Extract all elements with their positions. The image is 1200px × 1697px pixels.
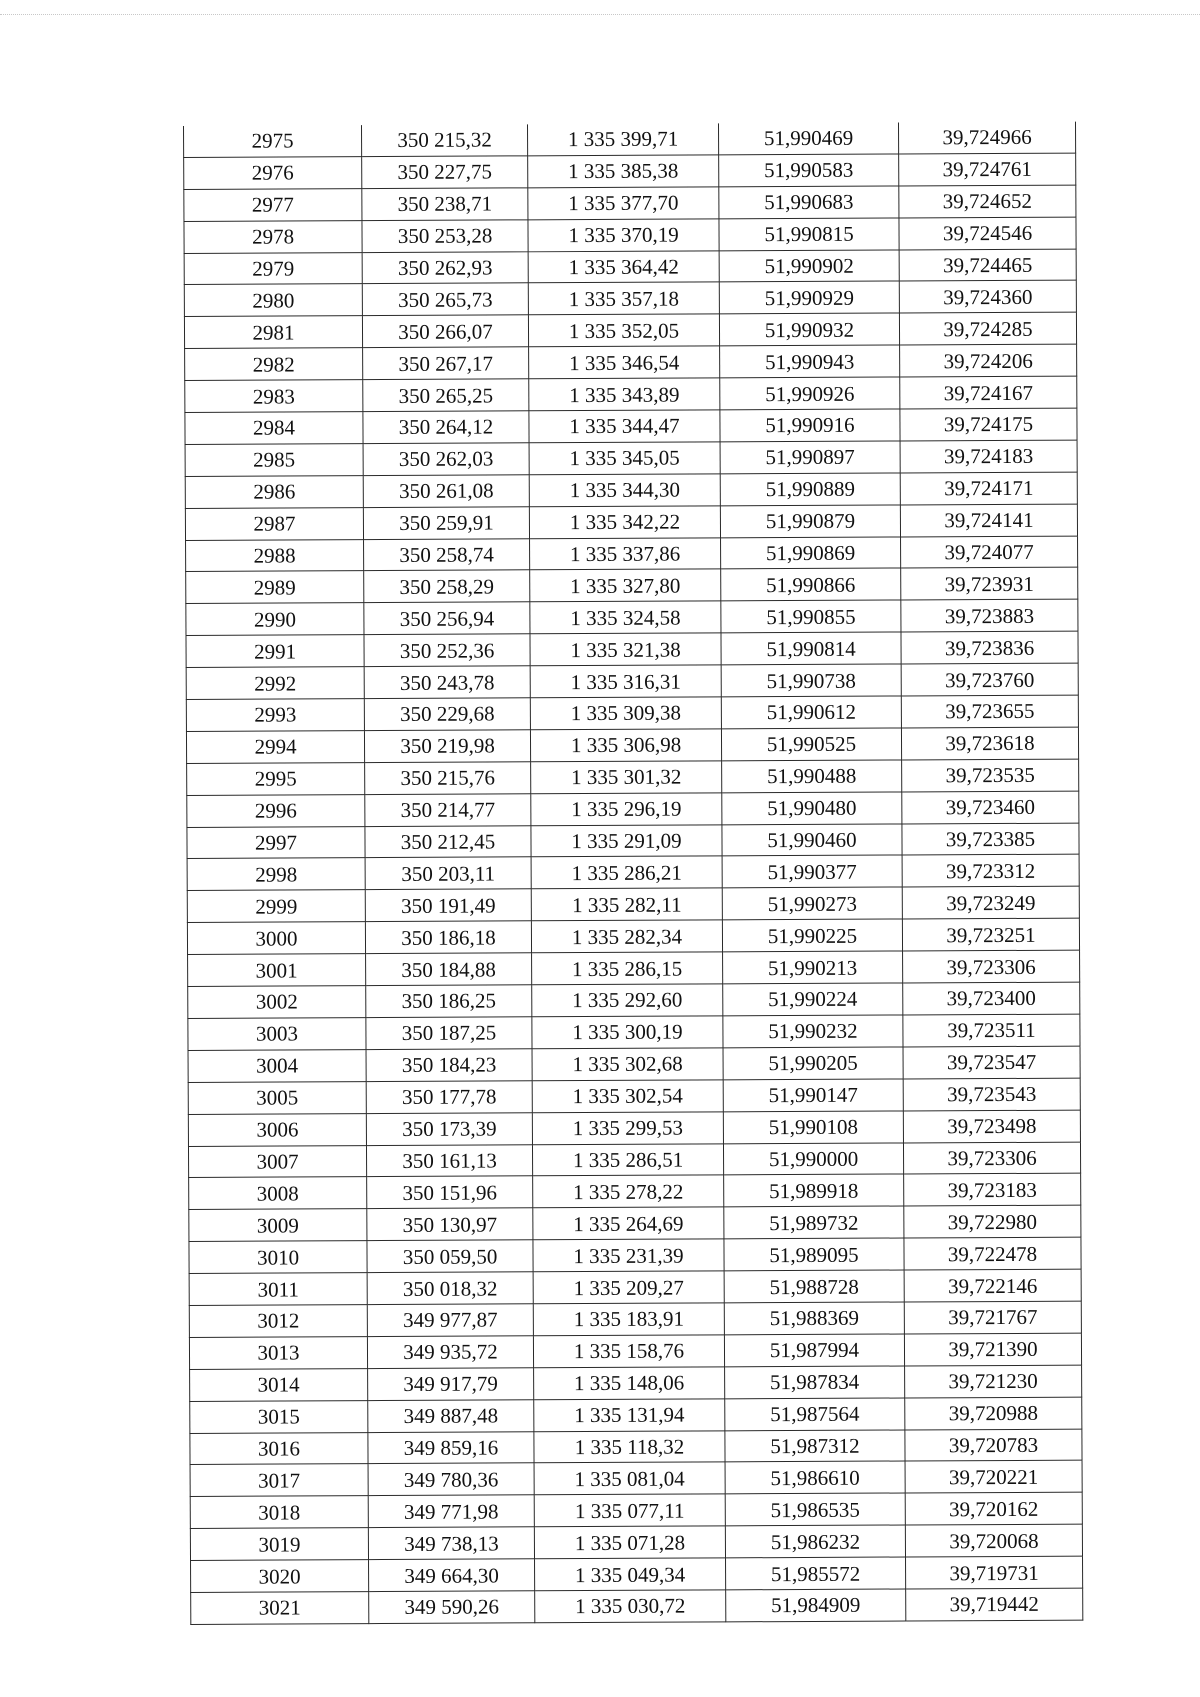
x-coordinate-cell: 350 130,97 xyxy=(367,1208,533,1241)
x-coordinate-cell: 350 161,13 xyxy=(366,1144,532,1177)
point-number-cell: 3002 xyxy=(188,986,366,1019)
x-coordinate-cell: 350 173,39 xyxy=(366,1112,532,1145)
x-coordinate-cell: 350 187,25 xyxy=(366,1017,532,1050)
latitude-cell: 51,990916 xyxy=(720,409,900,442)
longitude-cell: 39,723312 xyxy=(902,855,1079,888)
y-coordinate-cell: 1 335 385,38 xyxy=(528,155,719,188)
y-coordinate-cell: 1 335 327,80 xyxy=(530,569,721,602)
table-row xyxy=(184,122,1076,158)
point-number-cell: 2983 xyxy=(185,380,363,413)
longitude-cell: 39,722980 xyxy=(904,1205,1081,1238)
point-number-cell: 3017 xyxy=(190,1464,368,1497)
latitude-cell: 51,989095 xyxy=(724,1238,904,1271)
point-number-cell: 2975 xyxy=(184,125,362,157)
table-row xyxy=(190,1492,1082,1528)
y-coordinate-cell: 1 335 118,32 xyxy=(534,1430,725,1463)
y-coordinate-cell: 1 335 301,32 xyxy=(531,761,722,794)
table-row xyxy=(191,1556,1083,1592)
x-coordinate-cell: 350 264,12 xyxy=(363,411,529,444)
scan-edge-line xyxy=(0,14,1200,15)
latitude-cell: 51,990943 xyxy=(720,345,900,378)
point-number-cell: 2986 xyxy=(185,475,363,508)
table-row xyxy=(187,855,1079,891)
y-coordinate-cell: 1 335 209,27 xyxy=(533,1271,724,1304)
y-coordinate-cell: 1 335 292,60 xyxy=(532,984,723,1017)
longitude-cell: 39,723183 xyxy=(904,1174,1081,1207)
table-row xyxy=(187,823,1079,859)
latitude-cell: 51,988728 xyxy=(724,1270,904,1303)
longitude-cell: 39,722478 xyxy=(904,1237,1081,1270)
table-row xyxy=(186,631,1078,667)
table-row xyxy=(188,1046,1080,1082)
table-row xyxy=(188,982,1080,1018)
table-row xyxy=(185,376,1077,412)
y-coordinate-cell: 1 335 282,11 xyxy=(531,888,722,921)
latitude-cell: 51,987994 xyxy=(724,1334,904,1367)
table-row xyxy=(190,1524,1082,1560)
longitude-cell: 39,724206 xyxy=(900,344,1077,377)
x-coordinate-cell: 349 859,16 xyxy=(368,1431,534,1464)
table-row xyxy=(187,791,1079,827)
y-coordinate-cell: 1 335 352,05 xyxy=(528,314,719,347)
longitude-cell: 39,724966 xyxy=(898,122,1075,154)
y-coordinate-cell: 1 335 399,71 xyxy=(527,123,718,155)
point-number-cell: 3011 xyxy=(189,1273,367,1306)
longitude-cell: 39,723460 xyxy=(902,791,1079,824)
point-number-cell: 3010 xyxy=(189,1241,367,1274)
x-coordinate-cell: 350 212,45 xyxy=(365,825,531,858)
table-row xyxy=(185,408,1077,444)
y-coordinate-cell: 1 335 343,89 xyxy=(529,378,720,411)
point-number-cell: 2996 xyxy=(187,794,365,827)
table-row xyxy=(186,599,1078,635)
longitude-cell: 39,724183 xyxy=(900,440,1077,473)
latitude-cell: 51,989732 xyxy=(724,1206,904,1239)
x-coordinate-cell: 350 252,36 xyxy=(364,634,530,667)
y-coordinate-cell: 1 335 278,22 xyxy=(533,1175,724,1208)
latitude-cell: 51,990488 xyxy=(722,760,902,793)
point-number-cell: 2991 xyxy=(186,635,364,668)
table-row xyxy=(187,918,1079,954)
x-coordinate-cell: 350 151,96 xyxy=(367,1176,533,1209)
x-coordinate-cell: 350 266,07 xyxy=(362,315,528,348)
y-coordinate-cell: 1 335 342,22 xyxy=(529,506,720,539)
latitude-cell: 51,990000 xyxy=(723,1142,903,1175)
coordinates-table-container xyxy=(183,122,1082,1625)
latitude-cell: 51,990814 xyxy=(721,632,901,665)
x-coordinate-cell: 350 215,76 xyxy=(365,762,531,795)
latitude-cell: 51,987312 xyxy=(725,1430,905,1463)
table-row xyxy=(189,1205,1081,1241)
point-number-cell: 2978 xyxy=(184,220,362,253)
x-coordinate-cell: 350 059,50 xyxy=(367,1240,533,1273)
point-number-cell: 3016 xyxy=(190,1432,368,1465)
table-row xyxy=(186,695,1078,731)
longitude-cell: 39,723306 xyxy=(903,950,1080,983)
y-coordinate-cell: 1 335 231,39 xyxy=(533,1239,724,1272)
y-coordinate-cell: 1 335 296,19 xyxy=(531,793,722,826)
latitude-cell: 51,988369 xyxy=(724,1302,904,1335)
latitude-cell: 51,990869 xyxy=(721,537,901,570)
point-number-cell: 3003 xyxy=(188,1018,366,1051)
x-coordinate-cell: 350 219,98 xyxy=(364,730,530,763)
latitude-cell: 51,984909 xyxy=(726,1589,906,1622)
x-coordinate-cell: 350 018,32 xyxy=(367,1272,533,1305)
x-coordinate-cell: 349 780,36 xyxy=(368,1463,534,1496)
latitude-cell: 51,990815 xyxy=(719,218,899,251)
x-coordinate-cell: 350 186,18 xyxy=(365,921,531,954)
longitude-cell: 39,724175 xyxy=(900,408,1077,441)
table-row xyxy=(185,344,1077,380)
y-coordinate-cell: 1 335 346,54 xyxy=(529,346,720,379)
longitude-cell: 39,724141 xyxy=(900,504,1077,537)
latitude-cell: 51,990897 xyxy=(720,441,900,474)
table-row xyxy=(189,1301,1081,1337)
latitude-cell: 51,990612 xyxy=(721,696,901,729)
point-number-cell: 2981 xyxy=(184,316,362,349)
table-row xyxy=(185,440,1077,476)
x-coordinate-cell: 350 186,25 xyxy=(366,985,532,1018)
point-number-cell: 3006 xyxy=(188,1113,366,1146)
longitude-cell: 39,724465 xyxy=(899,249,1076,282)
y-coordinate-cell: 1 335 291,09 xyxy=(531,824,722,857)
latitude-cell: 51,985572 xyxy=(726,1557,906,1590)
y-coordinate-cell: 1 335 302,54 xyxy=(532,1080,723,1113)
longitude-cell: 39,722146 xyxy=(904,1269,1081,1302)
longitude-cell: 39,723543 xyxy=(903,1078,1080,1111)
table-row xyxy=(184,249,1076,285)
longitude-cell: 39,721230 xyxy=(905,1365,1082,1398)
x-coordinate-cell: 350 253,28 xyxy=(362,219,528,252)
y-coordinate-cell: 1 335 148,06 xyxy=(534,1367,725,1400)
point-number-cell: 3001 xyxy=(188,954,366,987)
latitude-cell: 51,986535 xyxy=(725,1493,905,1526)
point-number-cell: 2982 xyxy=(185,348,363,381)
longitude-cell: 39,719731 xyxy=(906,1556,1083,1589)
x-coordinate-cell: 349 917,79 xyxy=(368,1368,534,1401)
x-coordinate-cell: 349 887,48 xyxy=(368,1399,534,1432)
point-number-cell: 3009 xyxy=(189,1209,367,1242)
latitude-cell: 51,990377 xyxy=(722,855,902,888)
point-number-cell: 2979 xyxy=(184,252,362,285)
x-coordinate-cell: 350 238,71 xyxy=(362,188,528,221)
longitude-cell: 39,724167 xyxy=(900,376,1077,409)
longitude-cell: 39,724285 xyxy=(899,312,1076,345)
coordinates-table-body xyxy=(184,122,1083,1625)
table-row xyxy=(190,1429,1082,1465)
table-row xyxy=(189,1333,1081,1369)
longitude-cell: 39,723249 xyxy=(902,887,1079,920)
longitude-cell: 39,724360 xyxy=(899,281,1076,314)
table-row xyxy=(190,1461,1082,1497)
longitude-cell: 39,723883 xyxy=(901,599,1078,632)
point-number-cell: 2993 xyxy=(186,699,364,732)
table-row xyxy=(187,887,1079,923)
longitude-cell: 39,720162 xyxy=(905,1492,1082,1525)
y-coordinate-cell: 1 335 345,05 xyxy=(529,442,720,475)
table-row xyxy=(190,1365,1082,1401)
latitude-cell: 51,990932 xyxy=(719,313,899,346)
point-number-cell: 3020 xyxy=(191,1560,369,1593)
longitude-cell: 39,723535 xyxy=(902,759,1079,792)
longitude-cell: 39,719442 xyxy=(906,1588,1083,1621)
x-coordinate-cell: 349 935,72 xyxy=(367,1336,533,1369)
latitude-cell: 51,990224 xyxy=(723,983,903,1016)
point-number-cell: 2985 xyxy=(185,444,363,477)
point-number-cell: 3021 xyxy=(191,1592,369,1625)
point-number-cell: 2992 xyxy=(186,667,364,700)
longitude-cell: 39,723547 xyxy=(903,1046,1080,1079)
longitude-cell: 39,723655 xyxy=(901,695,1078,728)
table-row xyxy=(184,312,1076,348)
latitude-cell: 51,986610 xyxy=(725,1461,905,1494)
x-coordinate-cell: 350 177,78 xyxy=(366,1081,532,1114)
latitude-cell: 51,990225 xyxy=(722,919,902,952)
longitude-cell: 39,723511 xyxy=(903,1014,1080,1047)
table-row xyxy=(184,185,1076,221)
x-coordinate-cell: 350 265,73 xyxy=(362,283,528,316)
point-number-cell: 3004 xyxy=(188,1049,366,1082)
point-number-cell: 2997 xyxy=(187,826,365,859)
x-coordinate-cell: 350 214,77 xyxy=(365,794,531,827)
latitude-cell: 51,986232 xyxy=(725,1525,905,1558)
x-coordinate-cell: 349 738,13 xyxy=(368,1527,534,1560)
coordinates-table xyxy=(183,122,1083,1625)
latitude-cell: 51,990929 xyxy=(719,281,899,314)
latitude-cell: 51,990583 xyxy=(719,154,899,187)
table-row xyxy=(186,536,1078,572)
longitude-cell: 39,723385 xyxy=(902,823,1079,856)
latitude-cell: 51,990879 xyxy=(720,505,900,538)
y-coordinate-cell: 1 335 183,91 xyxy=(533,1303,724,1336)
x-coordinate-cell: 350 215,32 xyxy=(361,124,527,156)
longitude-cell: 39,721767 xyxy=(904,1301,1081,1334)
latitude-cell: 51,990147 xyxy=(723,1079,903,1112)
point-number-cell: 3005 xyxy=(188,1081,366,1114)
latitude-cell: 51,990926 xyxy=(720,377,900,410)
latitude-cell: 51,990902 xyxy=(719,250,899,283)
table-row xyxy=(186,663,1078,699)
point-number-cell: 2977 xyxy=(184,188,362,221)
latitude-cell: 51,987834 xyxy=(725,1366,905,1399)
longitude-cell: 39,723836 xyxy=(901,631,1078,664)
table-row xyxy=(184,217,1076,253)
y-coordinate-cell: 1 335 309,38 xyxy=(530,697,721,730)
point-number-cell: 3012 xyxy=(189,1305,367,1338)
latitude-cell: 51,990469 xyxy=(718,123,898,155)
table-row xyxy=(188,1110,1080,1146)
y-coordinate-cell: 1 335 286,15 xyxy=(532,952,723,985)
table-row xyxy=(189,1269,1081,1305)
longitude-cell: 39,723618 xyxy=(901,727,1078,760)
x-coordinate-cell: 350 227,75 xyxy=(362,156,528,189)
longitude-cell: 39,723251 xyxy=(902,918,1079,951)
table-row xyxy=(184,281,1076,317)
point-number-cell: 2995 xyxy=(187,762,365,795)
latitude-cell: 51,990683 xyxy=(719,186,899,219)
y-coordinate-cell: 1 335 282,34 xyxy=(531,920,722,953)
latitude-cell: 51,990525 xyxy=(721,728,901,761)
table-row xyxy=(186,727,1078,763)
longitude-cell: 39,723498 xyxy=(903,1110,1080,1143)
table-row xyxy=(188,1014,1080,1050)
point-number-cell: 2999 xyxy=(187,890,365,923)
x-coordinate-cell: 350 262,03 xyxy=(363,443,529,476)
x-coordinate-cell: 350 265,25 xyxy=(363,379,529,412)
x-coordinate-cell: 350 191,49 xyxy=(365,889,531,922)
longitude-cell: 39,724077 xyxy=(901,536,1078,569)
latitude-cell: 51,990213 xyxy=(723,951,903,984)
x-coordinate-cell: 350 256,94 xyxy=(364,602,530,635)
longitude-cell: 39,724761 xyxy=(899,153,1076,186)
x-coordinate-cell: 350 229,68 xyxy=(364,698,530,731)
y-coordinate-cell: 1 335 344,47 xyxy=(529,410,720,443)
table-row xyxy=(186,568,1078,604)
y-coordinate-cell: 1 335 306,98 xyxy=(530,729,721,762)
y-coordinate-cell: 1 335 286,21 xyxy=(531,856,722,889)
longitude-cell: 39,720783 xyxy=(905,1429,1082,1462)
x-coordinate-cell: 350 184,23 xyxy=(366,1049,532,1082)
latitude-cell: 51,987564 xyxy=(725,1398,905,1431)
table-row xyxy=(191,1588,1083,1624)
latitude-cell: 51,990108 xyxy=(723,1111,903,1144)
y-coordinate-cell: 1 335 158,76 xyxy=(533,1335,724,1368)
point-number-cell: 3000 xyxy=(187,922,365,955)
y-coordinate-cell: 1 335 364,42 xyxy=(528,250,719,283)
y-coordinate-cell: 1 335 324,58 xyxy=(530,601,721,634)
table-row xyxy=(187,759,1079,795)
latitude-cell: 51,990460 xyxy=(722,824,902,857)
y-coordinate-cell: 1 335 316,31 xyxy=(530,665,721,698)
latitude-cell: 51,990738 xyxy=(721,664,901,697)
y-coordinate-cell: 1 335 302,68 xyxy=(532,1048,723,1081)
point-number-cell: 3007 xyxy=(188,1145,366,1178)
y-coordinate-cell: 1 335 264,69 xyxy=(533,1207,724,1240)
longitude-cell: 39,724171 xyxy=(900,472,1077,505)
y-coordinate-cell: 1 335 321,38 xyxy=(530,633,721,666)
point-number-cell: 2994 xyxy=(186,731,364,764)
latitude-cell: 51,990855 xyxy=(721,600,901,633)
y-coordinate-cell: 1 335 370,19 xyxy=(528,219,719,252)
y-coordinate-cell: 1 335 377,70 xyxy=(528,187,719,220)
point-number-cell: 2988 xyxy=(186,539,364,572)
y-coordinate-cell: 1 335 071,28 xyxy=(534,1526,725,1559)
table-row xyxy=(184,153,1076,189)
latitude-cell: 51,990273 xyxy=(722,887,902,920)
point-number-cell: 2987 xyxy=(185,507,363,540)
x-coordinate-cell: 350 258,29 xyxy=(364,570,530,603)
x-coordinate-cell: 350 184,88 xyxy=(366,953,532,986)
x-coordinate-cell: 350 259,91 xyxy=(363,506,529,539)
longitude-cell: 39,724546 xyxy=(899,217,1076,250)
y-coordinate-cell: 1 335 337,86 xyxy=(530,537,721,570)
table-row xyxy=(189,1174,1081,1210)
longitude-cell: 39,723931 xyxy=(901,568,1078,601)
x-coordinate-cell: 350 203,11 xyxy=(365,857,531,890)
x-coordinate-cell: 350 262,93 xyxy=(362,251,528,284)
y-coordinate-cell: 1 335 286,51 xyxy=(532,1143,723,1176)
longitude-cell: 39,723400 xyxy=(903,982,1080,1015)
x-coordinate-cell: 349 977,87 xyxy=(367,1304,533,1337)
longitude-cell: 39,720221 xyxy=(905,1461,1082,1494)
point-number-cell: 3018 xyxy=(190,1496,368,1529)
longitude-cell: 39,720988 xyxy=(905,1397,1082,1430)
y-coordinate-cell: 1 335 077,11 xyxy=(534,1494,725,1527)
longitude-cell: 39,724652 xyxy=(899,185,1076,218)
table-row xyxy=(185,504,1077,540)
point-number-cell: 2984 xyxy=(185,412,363,445)
longitude-cell: 39,723306 xyxy=(903,1142,1080,1175)
y-coordinate-cell: 1 335 299,53 xyxy=(532,1111,723,1144)
latitude-cell: 51,990205 xyxy=(723,1047,903,1080)
y-coordinate-cell: 1 335 049,34 xyxy=(535,1558,726,1591)
x-coordinate-cell: 350 261,08 xyxy=(363,475,529,508)
point-number-cell: 2976 xyxy=(184,157,362,190)
latitude-cell: 51,989918 xyxy=(724,1174,904,1207)
latitude-cell: 51,990480 xyxy=(722,792,902,825)
point-number-cell: 3019 xyxy=(190,1528,368,1561)
point-number-cell: 2998 xyxy=(187,858,365,891)
y-coordinate-cell: 1 335 131,94 xyxy=(534,1398,725,1431)
table-row xyxy=(189,1237,1081,1273)
y-coordinate-cell: 1 335 357,18 xyxy=(528,282,719,315)
point-number-cell: 3008 xyxy=(189,1177,367,1210)
y-coordinate-cell: 1 335 030,72 xyxy=(535,1590,726,1623)
longitude-cell: 39,720068 xyxy=(905,1524,1082,1557)
point-number-cell: 2989 xyxy=(186,571,364,604)
point-number-cell: 2980 xyxy=(184,284,362,317)
latitude-cell: 51,990232 xyxy=(723,1015,903,1048)
point-number-cell: 2990 xyxy=(186,603,364,636)
y-coordinate-cell: 1 335 344,30 xyxy=(529,474,720,507)
table-row xyxy=(188,1078,1080,1114)
x-coordinate-cell: 349 664,30 xyxy=(369,1559,535,1592)
table-row xyxy=(190,1397,1082,1433)
x-coordinate-cell: 350 243,78 xyxy=(364,666,530,699)
point-number-cell: 3014 xyxy=(190,1368,368,1401)
x-coordinate-cell: 349 590,26 xyxy=(369,1591,535,1624)
y-coordinate-cell: 1 335 081,04 xyxy=(534,1462,725,1495)
latitude-cell: 51,990866 xyxy=(721,568,901,601)
latitude-cell: 51,990889 xyxy=(720,473,900,506)
table-row xyxy=(188,1142,1080,1178)
table-row xyxy=(185,472,1077,508)
longitude-cell: 39,723760 xyxy=(901,663,1078,696)
table-row xyxy=(188,950,1080,986)
y-coordinate-cell: 1 335 300,19 xyxy=(532,1016,723,1049)
point-number-cell: 3015 xyxy=(190,1400,368,1433)
x-coordinate-cell: 349 771,98 xyxy=(368,1495,534,1528)
longitude-cell: 39,721390 xyxy=(904,1333,1081,1366)
x-coordinate-cell: 350 258,74 xyxy=(364,538,530,571)
point-number-cell: 3013 xyxy=(189,1336,367,1369)
x-coordinate-cell: 350 267,17 xyxy=(363,347,529,380)
